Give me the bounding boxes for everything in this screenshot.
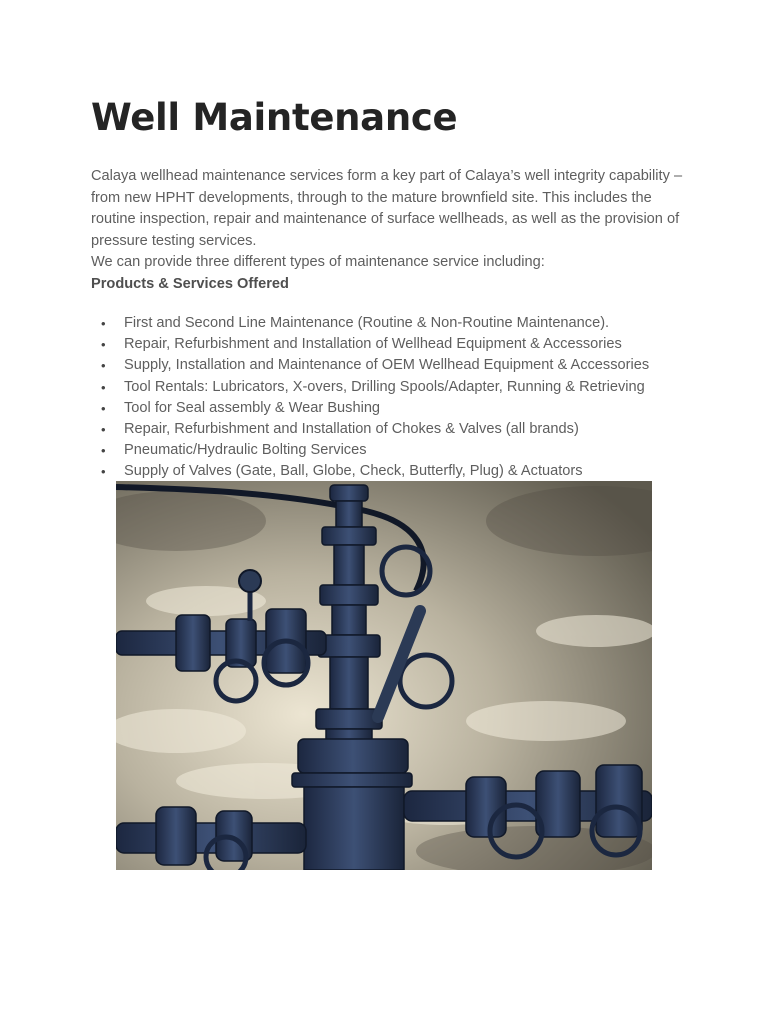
services-heading: Products & Services Offered: [91, 275, 289, 292]
bullet-icon: •: [101, 358, 106, 374]
service-item: [91, 355, 691, 376]
intro-lead-in: We can provide three different types of maintenance service including:: [91, 254, 545, 270]
intro-text: [91, 166, 691, 295]
intro-paragraph: Calaya wellhead maintenance services form a key part of Calaya’s well integrity capability – from new HPHT developments, through to the mature brownfield site. This includes the routine inspection, repair and maintenance of surface wellheads, as well as the provision of pressure testing services.: [91, 168, 683, 249]
bullet-icon: •: [101, 422, 106, 438]
service-item-text: Supply, Installation and Maintenance of OEM Wellhead Equipment & Accessories: [124, 357, 650, 374]
wellhead-photo: [116, 481, 652, 870]
service-item: [91, 419, 691, 440]
service-item-text: Repair, Refurbishment and Installation of Chokes & Valves (all brands): [124, 421, 579, 438]
bullet-icon: •: [101, 337, 106, 353]
service-item: [91, 440, 691, 461]
service-item-text: Supply of Valves (Gate, Ball, Globe, Check, Butterfly, Plug) & Actuators: [124, 463, 583, 480]
bullet-icon: •: [101, 400, 106, 416]
service-item-text: First and Second Line Maintenance (Routine & Non-Routine Maintenance).: [124, 315, 610, 331]
service-item: [91, 461, 691, 482]
bullet-icon: •: [101, 464, 106, 480]
service-item: [91, 334, 691, 355]
service-item: [91, 398, 691, 419]
page-title: Well Maintenance: [91, 96, 458, 139]
bullet-icon: •: [101, 379, 106, 395]
wellhead-illustration: [116, 481, 652, 870]
article: [91, 92, 691, 483]
bullet-icon: •: [101, 443, 106, 459]
services-list: [91, 313, 691, 483]
service-item-text: Repair, Refurbishment and Installation of Wellhead Equipment & Accessories: [124, 336, 622, 353]
service-item-text: Tool for Seal assembly & Wear Bushing: [124, 399, 381, 416]
service-item: [91, 313, 691, 334]
service-item-text: Pneumatic/Hydraulic Bolting Services: [124, 442, 367, 459]
bullet-icon: •: [101, 316, 106, 331]
service-item: [91, 377, 691, 398]
service-item-text: Tool Rentals: Lubricators, X-overs, Drilling Spools/Adapter, Running & Retrieving: [124, 378, 645, 395]
